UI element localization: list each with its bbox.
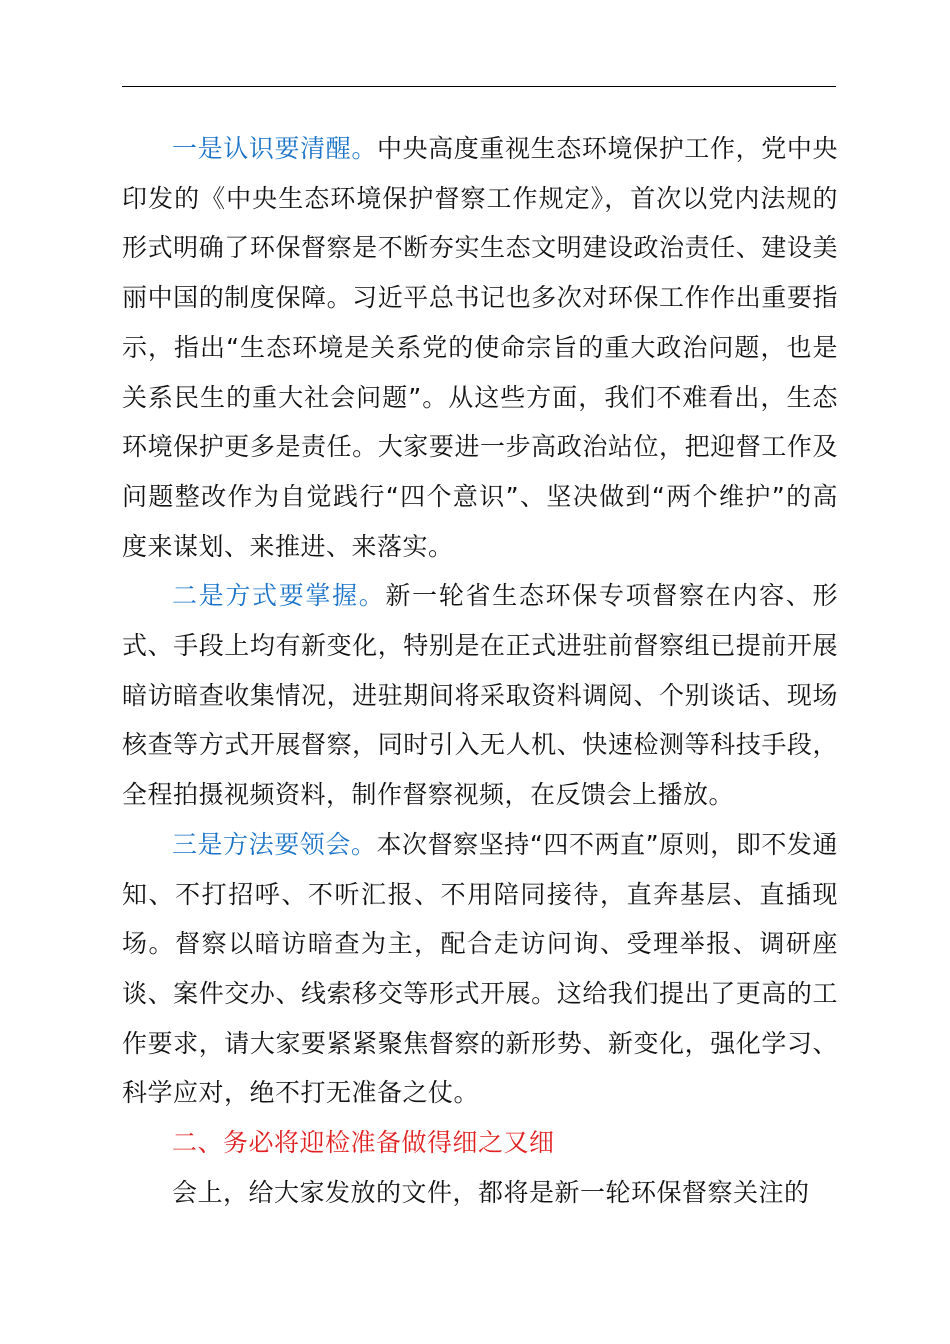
paragraph-lead: 三是方法要领会。 (172, 829, 377, 859)
section-heading: 二、务必将迎检准备做得细之又细 (172, 1128, 555, 1158)
paragraph-approach (122, 820, 838, 1118)
paragraph-text: 中央高度重视生态环境保护工作，党中央印发的《中央生态环境保护督察工作规定》，首次以党内法规的形式明确了环保督察是不断夯实生态文明建设政治责任、建设美丽中国的制度保障。习近平总书记也多次对环保工作作出重要指示，指出“生态环境是关系党的使命宗旨的重大政治问题，也是关系民生的重大社会问题”。从这些方面，我们不难看出，生态环境保护更多是责任。大家要进一步高政治站位，把迎督工作及问题整改作为自觉践行“四个意识”、坚决做到“两个维护”的高度来谋划、来推进、来落实。 (122, 134, 838, 561)
paragraph-final: 会上，给大家发放的文件，都将是新一轮环保督察关注的 (172, 1177, 810, 1207)
paragraph-lead: 一是认识要清醒。 (172, 134, 377, 163)
paragraph-text: 本次督察坚持“四不两直”原则，即不发通知、不打招呼、不听汇报、不用陪同接待，直奔基层、直插现场。督察以暗访暗查为主，配合走访问询、受理举报、调研座谈、案件交办、线索移交等形式开展。这给我们提出了更高的工作要求，请大家要紧紧聚焦督察的新形势、新变化，强化学习、科学应对，绝不打无准备之仗。 (122, 829, 838, 1108)
header-rule (122, 86, 836, 87)
paragraph-lead: 二是方式要掌握。 (172, 581, 386, 611)
document-body (122, 124, 838, 1217)
paragraph-awareness (122, 124, 838, 571)
paragraph-text: 新一轮省生态环保专项督察在内容、形式、手段上均有新变化，特别是在正式进驻前督察组已提前开展暗访暗查收集情况，进驻期间将采取资料调阅、个别谈话、现场核查等方式开展督察，同时引入无人机、快速检测等科技手段，全程拍摄视频资料，制作督察视频，在反馈会上播放。 (122, 581, 838, 810)
paragraph-method (122, 571, 838, 820)
